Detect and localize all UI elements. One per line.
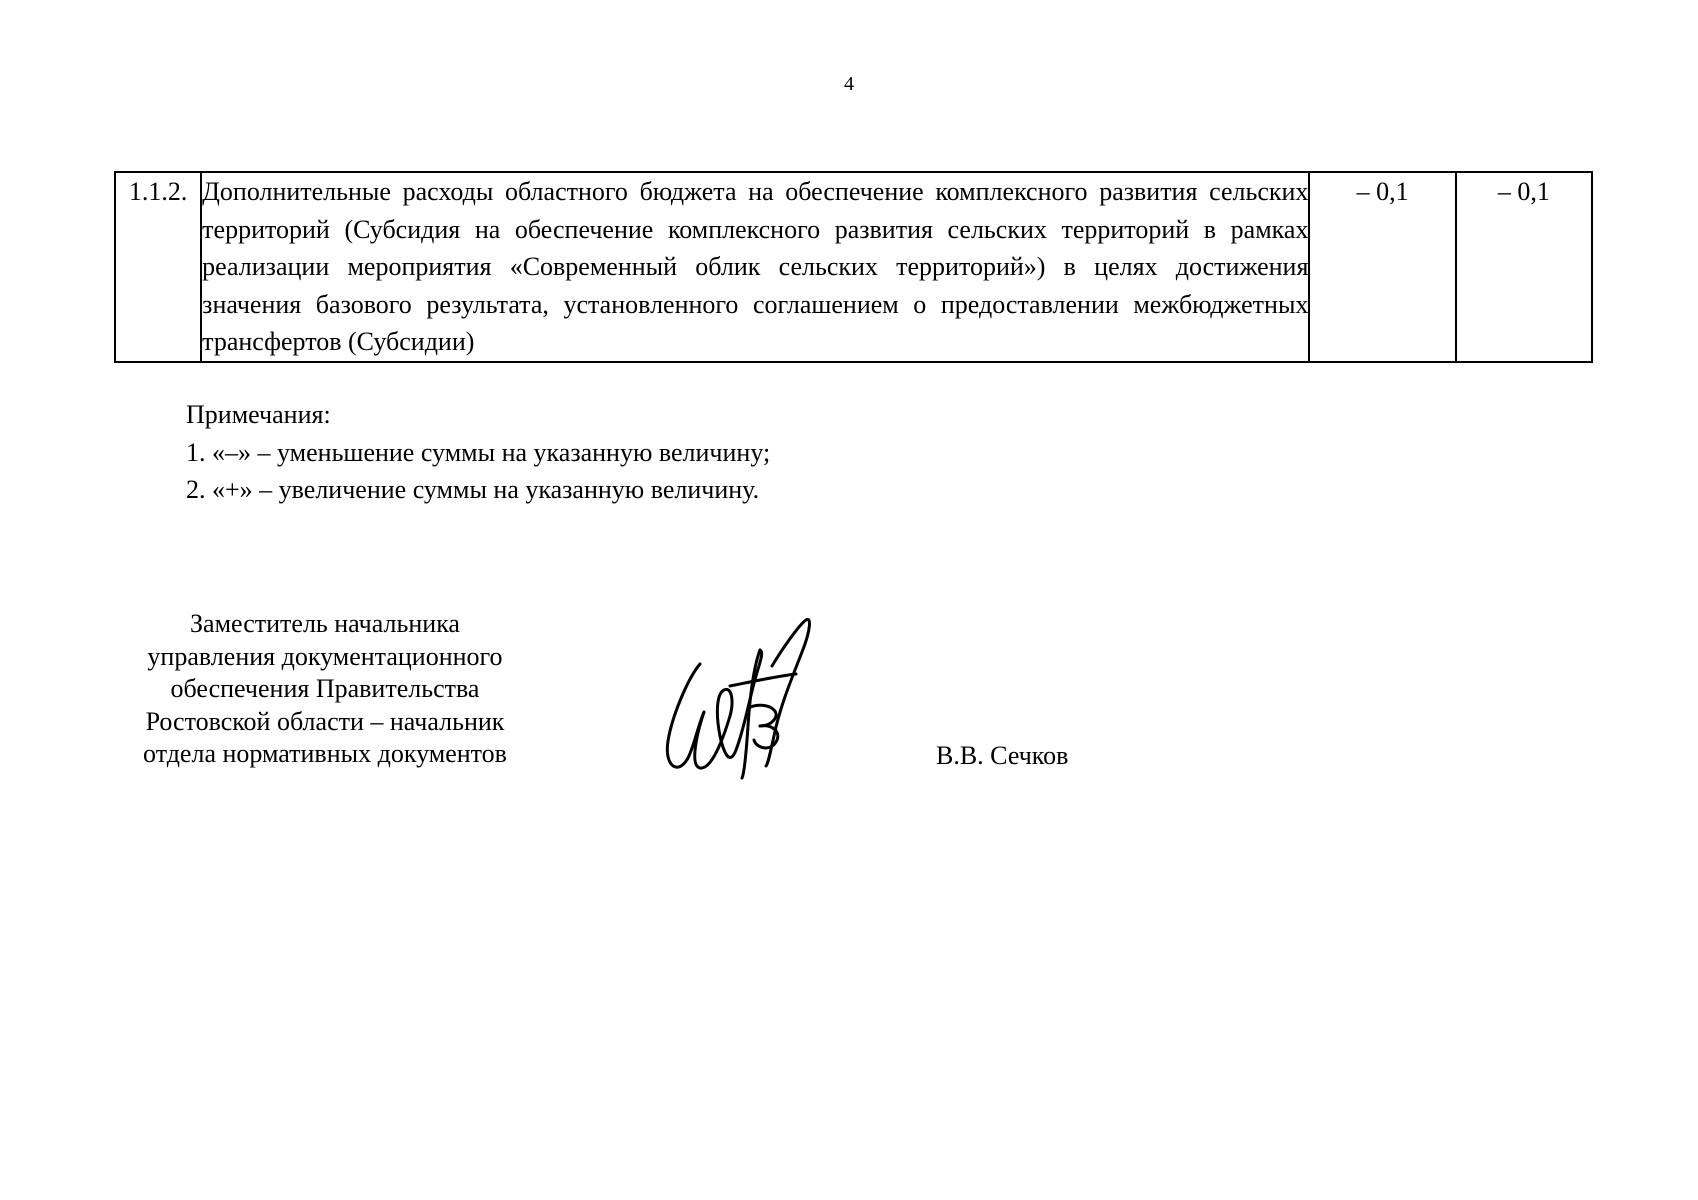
note-item: 1. «–» – уменьшение суммы на указанную величину; bbox=[186, 437, 771, 467]
signer-title-line: отдела нормативных документов bbox=[143, 739, 507, 768]
handwritten-signature bbox=[660, 616, 830, 781]
notes-section bbox=[186, 396, 770, 509]
signer-title-line: Заместитель начальника bbox=[190, 609, 460, 638]
row-value-2: – 0,1 bbox=[1456, 172, 1592, 362]
row-description: Дополнительные расходы областного бюджета на обеспечение комплексного развития сельских территорий (Субсидия на обеспечение комплексного развития сельских территорий в рамках реализации мероприятия «Современный облик сельских территорий») в целях достижения значения базового результата, установленного соглашением о предоставлении межбюджетных трансфертов (Субсидии) bbox=[201, 172, 1309, 362]
signer-title-line: Ростовской области – начальник bbox=[145, 706, 505, 736]
table-row bbox=[115, 172, 1592, 362]
row-number: 1.1.2. bbox=[115, 172, 201, 362]
signer-title-line: обеспечения Правительства bbox=[170, 674, 480, 703]
signer-name: В.В. Сечков bbox=[936, 741, 1069, 770]
row-value-1: – 0,1 bbox=[1309, 172, 1455, 362]
notes-heading: Примечания: bbox=[186, 400, 331, 429]
budget-table bbox=[114, 171, 1593, 363]
page-number: 4 bbox=[844, 73, 854, 95]
note-item: 2. «+» – увеличение суммы на указанную величину. bbox=[186, 475, 760, 504]
signer-title-line: управления документационного bbox=[147, 641, 503, 671]
signer-title bbox=[112, 608, 538, 771]
